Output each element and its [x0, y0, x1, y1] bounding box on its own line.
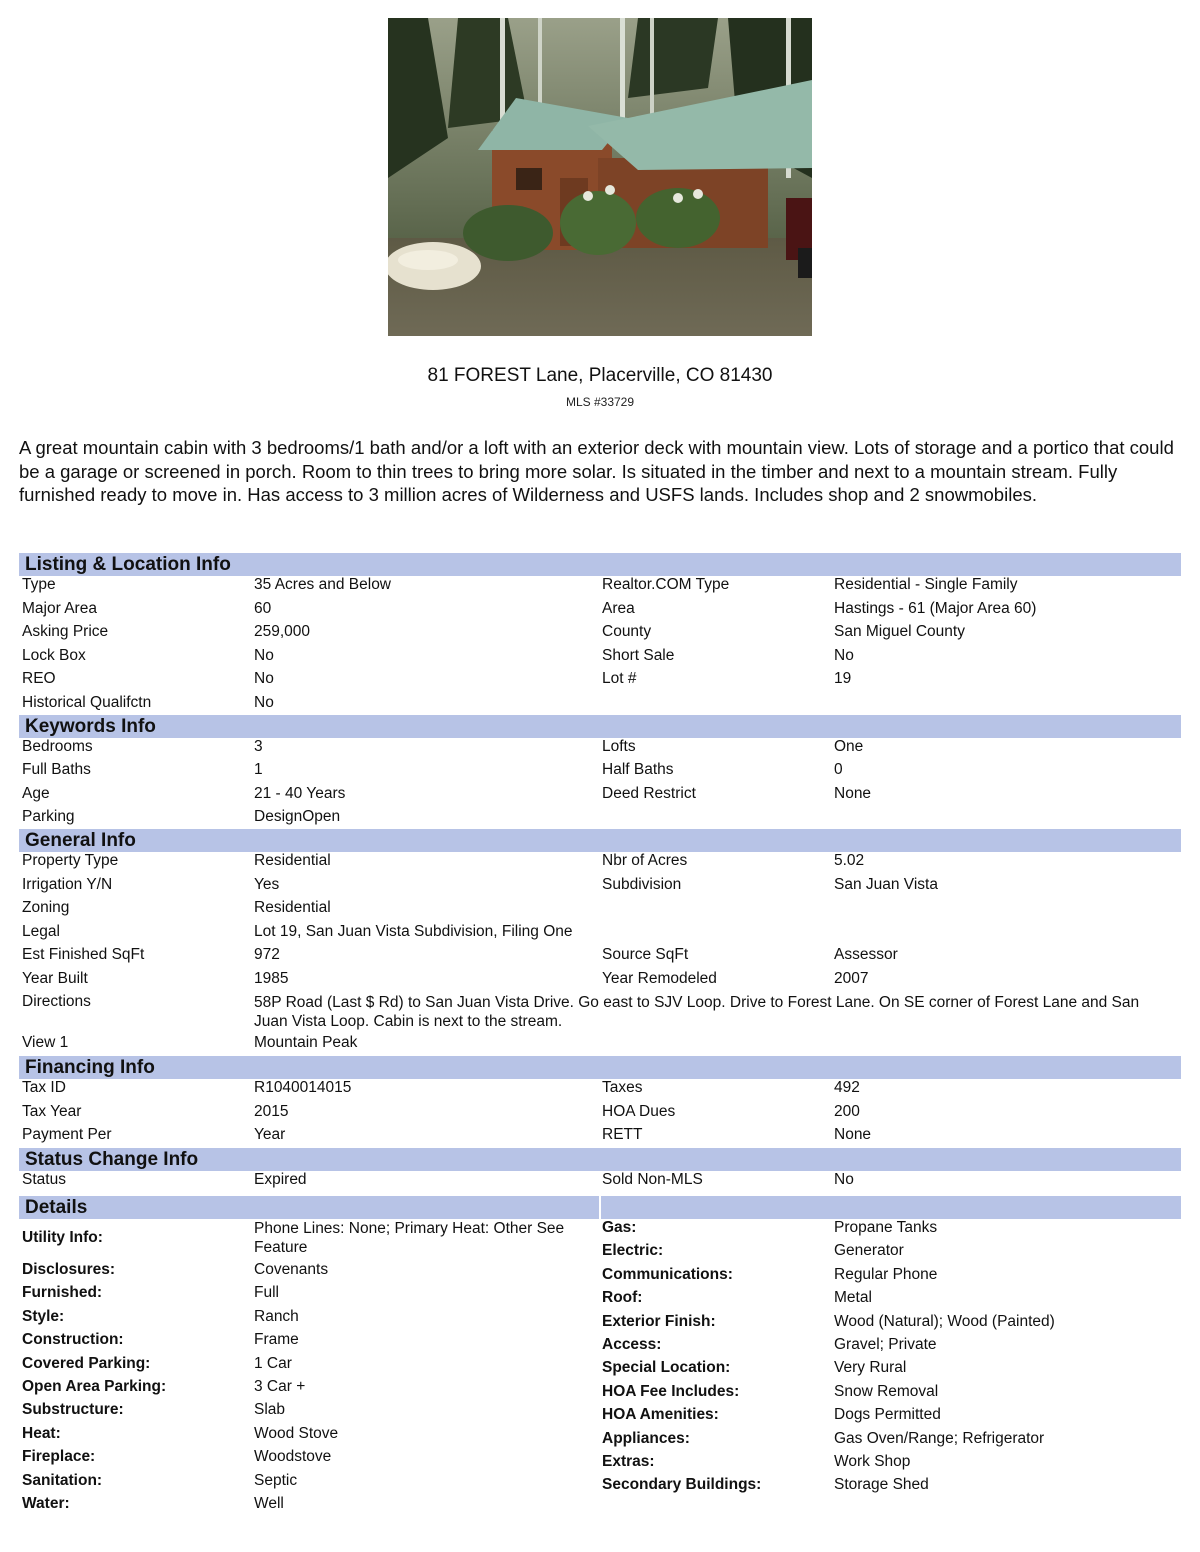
detail-value: Metal	[834, 1289, 872, 1307]
detail-row	[19, 1476, 1181, 1499]
detail-label: Fireplace:	[22, 1448, 96, 1466]
detail-row	[19, 1242, 1181, 1265]
listing-row	[19, 670, 1181, 694]
detail-label: Construction:	[22, 1331, 124, 1349]
general-row	[19, 970, 1181, 994]
field-value: No	[254, 670, 274, 687]
detail-value: Full	[254, 1284, 279, 1302]
section-header-keywords: Keywords Info	[19, 715, 1181, 738]
field-label: Realtor.COM Type	[602, 576, 730, 593]
status-row	[19, 1171, 1181, 1196]
field-label: Zoning	[22, 899, 70, 916]
keywords-row	[19, 738, 1181, 762]
detail-label: Exterior Finish:	[602, 1312, 716, 1330]
field-value: No	[834, 646, 854, 664]
field-value: 1	[254, 761, 263, 778]
field-label: Payment Per	[22, 1126, 112, 1143]
field-label: Subdivision	[602, 875, 682, 893]
field-label: Taxes	[602, 1079, 643, 1096]
detail-label: HOA Fee Includes:	[602, 1382, 740, 1400]
field-label: Nbr of Acres	[602, 852, 688, 869]
field-label: Sold Non-MLS	[602, 1171, 703, 1188]
field-value: 21 - 40 Years	[254, 784, 346, 802]
field-value: 2015	[254, 1102, 289, 1120]
field-label: Asking Price	[22, 623, 109, 640]
detail-value: Gas Oven/Range; Refrigerator	[834, 1429, 1045, 1447]
detail-row	[19, 1406, 1181, 1429]
field-value: 19	[834, 670, 852, 687]
detail-value: Well	[254, 1494, 284, 1512]
field-label: Short Sale	[602, 646, 675, 664]
field-label: Est Finished SqFt	[22, 946, 145, 963]
field-value: 58P Road (Last $ Rd) to San Juan Vista Drive. Go east to SJV Loop. Drive to Forest Lane. On SE corner of Forest Lane and San Juan Vista Loop. Cabin is next to the stream.	[254, 994, 1140, 1030]
detail-value: Septic	[254, 1471, 298, 1489]
field-label: Deed Restrict	[602, 784, 696, 802]
field-value: 2007	[834, 969, 869, 987]
field-value: No	[834, 1171, 854, 1188]
field-label: Type	[22, 576, 56, 593]
keywords-row	[19, 808, 1181, 829]
field-label: County	[602, 623, 652, 640]
field-value: Residential	[254, 899, 331, 916]
detail-label: Heat:	[22, 1424, 61, 1442]
field-label: HOA Dues	[602, 1102, 676, 1120]
field-value: 1985	[254, 969, 289, 987]
general-row	[19, 876, 1181, 900]
field-value: None	[834, 1126, 872, 1143]
detail-value: Propane Tanks	[834, 1219, 938, 1236]
field-label: Tax ID	[22, 1079, 66, 1096]
field-label: Major Area	[22, 599, 97, 617]
field-value: Lot 19, San Juan Vista Subdivision, Filing One	[254, 922, 573, 940]
listing-row	[19, 694, 1181, 715]
detail-label: Extras:	[602, 1452, 655, 1470]
detail-row	[19, 1453, 1181, 1476]
listing-row	[19, 600, 1181, 624]
mls-number: MLS #33729	[565, 395, 635, 409]
field-label: Lofts	[602, 737, 636, 755]
detail-value: 3 Car +	[254, 1377, 306, 1395]
listing-row	[19, 623, 1181, 647]
detail-row	[19, 1266, 1181, 1289]
detail-label: Gas:	[602, 1219, 637, 1236]
field-value: 200	[834, 1102, 860, 1120]
field-label: Age	[22, 784, 50, 802]
field-value: Year	[254, 1126, 286, 1143]
general-row	[19, 923, 1181, 947]
field-label: Legal	[22, 922, 60, 940]
field-value: 972	[254, 946, 280, 963]
property-address: 81 FOREST Lane, Placerville, CO 81430	[427, 365, 773, 386]
detail-row	[19, 1336, 1181, 1359]
field-label: Tax Year	[22, 1102, 82, 1120]
detail-label: Furnished:	[22, 1284, 103, 1302]
field-label: Source SqFt	[602, 946, 689, 963]
field-value: R1040014015	[254, 1079, 352, 1096]
property-description: A great mountain cabin with 3 bedrooms/1 bath and/or a loft with an exterior deck with mountain view. Lots of storage and a portico that could be a garage or screened in porch. Room to thin trees to bring more solar. Is situated in the timber and next to a mountain stream. Fully furnished ready to move in. Has access to 3 million acres of Wilderness and USFS lands. Includes shop and 2 snowmobiles.	[19, 437, 1174, 505]
section-header-listing-location: Listing & Location Info	[19, 553, 1181, 576]
detail-label: Utility Info:	[22, 1229, 103, 1246]
field-value: 35 Acres and Below	[254, 576, 392, 593]
detail-row	[19, 1289, 1181, 1312]
detail-label: Style:	[22, 1307, 65, 1325]
details-right-column	[19, 1219, 1181, 1500]
detail-value: Phone Lines: None; Primary Heat: Other See Feature	[254, 1220, 565, 1256]
field-value: Expired	[254, 1171, 307, 1188]
detail-value: Covenants	[254, 1261, 329, 1278]
detail-label: Communications:	[602, 1265, 733, 1283]
field-value: Residential - Single Family	[834, 576, 1018, 593]
detail-row	[19, 1359, 1181, 1382]
field-label: Year Built	[22, 969, 88, 987]
field-label: Half Baths	[602, 761, 674, 778]
detail-label: Electric:	[602, 1242, 664, 1260]
detail-label: Water:	[22, 1494, 70, 1512]
detail-value: Frame	[254, 1331, 299, 1349]
field-value: San Juan Vista	[834, 875, 938, 893]
detail-label: Open Area Parking:	[22, 1377, 167, 1395]
field-value: 3	[254, 737, 263, 755]
financing-row	[19, 1103, 1181, 1127]
section-header-details: Details	[19, 1196, 1181, 1219]
general-row	[19, 1034, 1181, 1056]
field-value: Hastings - 61 (Major Area 60)	[834, 599, 1037, 617]
general-row	[19, 899, 1181, 923]
detail-row	[19, 1430, 1181, 1453]
field-label: Full Baths	[22, 761, 91, 778]
field-label: Irrigation Y/N	[22, 875, 113, 893]
field-value: 60	[254, 599, 272, 617]
field-label: View 1	[22, 1034, 69, 1051]
field-label: REO	[22, 670, 56, 687]
detail-label: Appliances:	[602, 1429, 690, 1447]
detail-row	[19, 1219, 1181, 1242]
listing-row	[19, 647, 1181, 671]
general-row	[19, 946, 1181, 970]
detail-label: HOA Amenities:	[602, 1406, 719, 1424]
detail-value: Generator	[834, 1242, 904, 1260]
field-value: Yes	[254, 875, 280, 893]
field-value: Residential	[254, 852, 331, 869]
field-value: 0	[834, 761, 843, 778]
field-value: Mountain Peak	[254, 1034, 358, 1051]
detail-value: Ranch	[254, 1307, 299, 1325]
keywords-row	[19, 761, 1181, 785]
detail-value: Snow Removal	[834, 1382, 939, 1400]
detail-label: Special Location:	[602, 1359, 731, 1377]
section-header-financing: Financing Info	[19, 1056, 1181, 1079]
details-grid	[19, 1219, 1181, 1519]
field-label: Parking	[22, 808, 75, 825]
detail-value: Regular Phone	[834, 1265, 938, 1283]
detail-value: Wood (Natural); Wood (Painted)	[834, 1312, 1055, 1330]
listing-sheet	[19, 553, 1181, 1519]
detail-label: Covered Parking:	[22, 1354, 151, 1372]
field-label: Historical Qualifctn	[22, 693, 152, 711]
detail-row	[19, 1383, 1181, 1406]
field-label: Lot #	[602, 670, 637, 687]
detail-label: Substructure:	[22, 1401, 124, 1419]
general-row	[19, 993, 1181, 1034]
section-header-general: General Info	[19, 829, 1181, 852]
field-label: Status	[22, 1171, 66, 1188]
detail-value: Work Shop	[834, 1452, 911, 1470]
field-label: Property Type	[22, 852, 119, 869]
detail-label: Secondary Buildings:	[602, 1476, 762, 1494]
detail-value: Storage Shed	[834, 1476, 929, 1494]
field-value: Assessor	[834, 946, 898, 963]
section-header-status-change: Status Change Info	[19, 1148, 1181, 1171]
detail-value: Slab	[254, 1401, 286, 1419]
field-value: 5.02	[834, 852, 865, 869]
detail-label: Roof:	[602, 1289, 643, 1307]
field-label: Year Remodeled	[602, 969, 717, 987]
detail-value: Wood Stove	[254, 1424, 339, 1442]
financing-row	[19, 1079, 1181, 1103]
field-label: Area	[602, 599, 635, 617]
general-row	[19, 852, 1181, 876]
detail-value: Dogs Permitted	[834, 1406, 941, 1424]
detail-value: Very Rural	[834, 1359, 907, 1377]
detail-value: Woodstove	[254, 1448, 332, 1466]
field-value: None	[834, 784, 872, 802]
property-photo	[388, 18, 812, 336]
field-label: RETT	[602, 1126, 643, 1143]
field-label: Directions	[22, 993, 91, 1010]
financing-row	[19, 1126, 1181, 1148]
detail-row	[19, 1313, 1181, 1336]
field-label: Lock Box	[22, 646, 86, 664]
field-value: 259,000	[254, 623, 311, 640]
field-value: No	[254, 693, 274, 711]
detail-value: 1 Car	[254, 1354, 292, 1372]
detail-label: Disclosures:	[22, 1261, 116, 1278]
detail-label: Sanitation:	[22, 1471, 103, 1489]
field-label: Bedrooms	[22, 737, 93, 755]
keywords-row	[19, 785, 1181, 809]
field-value: 492	[834, 1079, 860, 1096]
listing-row	[19, 576, 1181, 600]
detail-value: Gravel; Private	[834, 1335, 937, 1353]
field-value: San Miguel County	[834, 623, 965, 640]
detail-label: Access:	[602, 1335, 662, 1353]
field-value: DesignOpen	[254, 808, 341, 825]
field-value: One	[834, 737, 864, 755]
field-value: No	[254, 646, 274, 664]
